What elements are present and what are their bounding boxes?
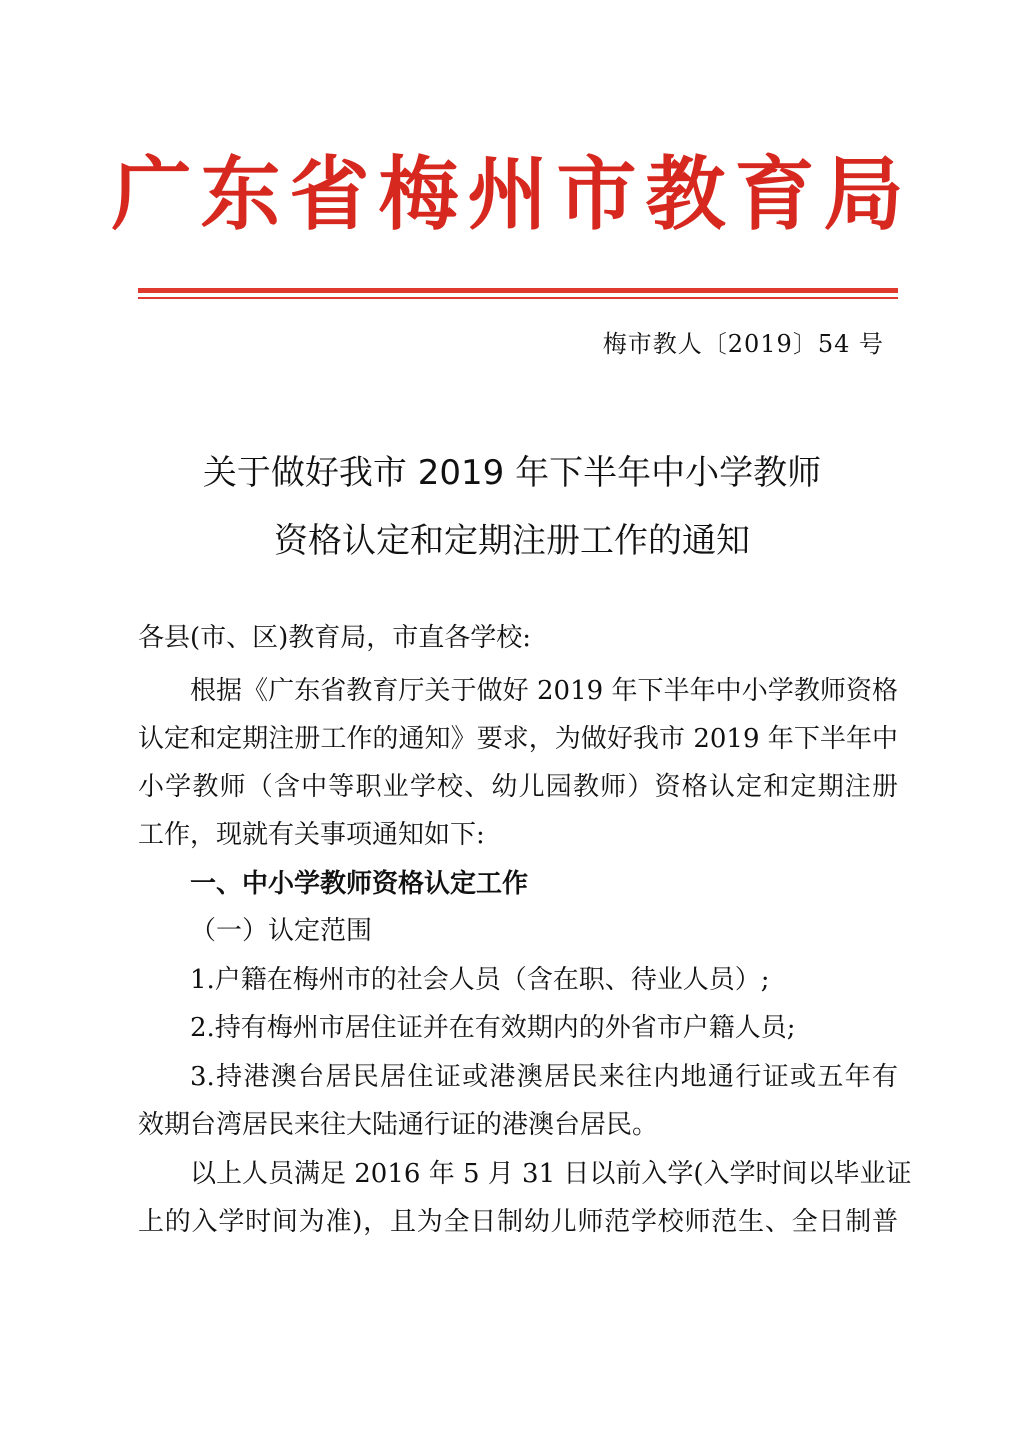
paragraph-1-line-3: 小学教师（含中等职业学校、幼儿园教师）资格认定和定期注册 bbox=[138, 772, 898, 802]
list-item-3-line-2: 效期台湾居民来往大陆通行证的港澳台居民。 bbox=[138, 1110, 659, 1140]
document-number: 梅市教人〔2019〕54 号 bbox=[602, 330, 884, 358]
letterhead-org-name: 广东省梅州市教育局 bbox=[111, 148, 913, 241]
letterhead-red-line-thick bbox=[138, 288, 898, 293]
paragraph-2-line-2: 上的入学时间为准)，且为全日制幼儿师范学校师范生、全日制普 bbox=[138, 1207, 898, 1237]
list-item-1: 1.户籍在梅州市的社会人员（含在职、待业人员）; bbox=[190, 965, 770, 995]
letterhead-red-line-thin bbox=[138, 297, 898, 299]
subsection-1-heading: （一）认定范围 bbox=[190, 916, 373, 946]
list-item-3-line-1: 3.持港澳台居民居住证或港澳居民来往内地通行证或五年有 bbox=[190, 1062, 898, 1092]
paragraph-2-line-1: 以上人员满足 2016 年 5 月 31 日以前入学(入学时间以毕业证 bbox=[190, 1159, 912, 1189]
paragraph-1-line-2: 认定和定期注册工作的通知》要求，为做好我市 2019 年下半年中 bbox=[138, 724, 898, 754]
paragraph-1-line-4: 工作，现就有关事项通知如下: bbox=[138, 820, 485, 850]
salutation: 各县(市、区)教育局，市直各学校: bbox=[138, 623, 532, 653]
list-item-2: 2.持有梅州市居住证并在有效期内的外省市户籍人员; bbox=[190, 1013, 796, 1043]
section-1-heading: 一、中小学教师资格认定工作 bbox=[190, 869, 529, 899]
paragraph-1-line-1: 根据《广东省教育厅关于做好 2019 年下半年中小学教师资格 bbox=[190, 676, 898, 706]
document-title-line-1: 关于做好我市 2019 年下半年中小学教师 bbox=[202, 453, 822, 493]
document-title-line-2: 资格认定和定期注册工作的通知 bbox=[274, 521, 750, 561]
